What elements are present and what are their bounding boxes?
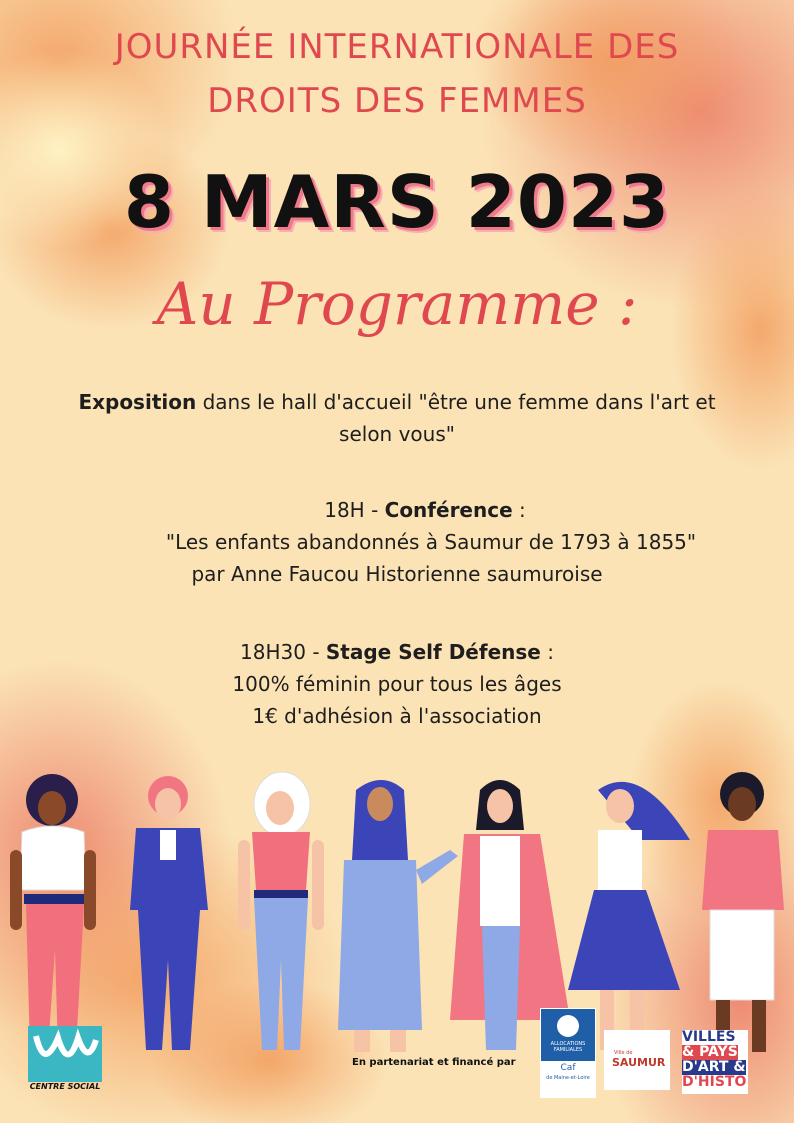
woman-figure-4 <box>338 780 458 1052</box>
villes-line3: D'ART & <box>682 1059 746 1075</box>
woman-figure-2 <box>130 776 208 1050</box>
exposition-line2: selon vous" <box>339 422 455 446</box>
conference-subject: "Les enfants abandonnés à Saumur de 1793 à 1855" <box>165 530 697 554</box>
caf-top-text: ALLOCATIONS FAMILIALES <box>550 1041 586 1053</box>
caf-name: Caf <box>560 1063 576 1073</box>
villes-line4: D'HISTO <box>682 1074 747 1090</box>
saumur-logo <box>604 1030 670 1090</box>
stage-fee: 1€ d'adhésion à l'association <box>252 704 542 728</box>
program-heading: Au Programme : <box>156 270 638 338</box>
exposition-line1 <box>0 386 794 418</box>
event-title-line1: JOURNÉE INTERNATIONALE DES <box>114 27 680 67</box>
woman-figure-7 <box>702 772 784 1052</box>
women-illustration <box>0 760 794 1060</box>
centre-social-logo <box>28 1026 102 1094</box>
caf-emblem-icon <box>557 1015 579 1037</box>
exposition-text: dans le hall d'accueil "être une femme dans l'art et <box>196 390 716 414</box>
conference-label: Conférence <box>384 498 513 522</box>
conference-speaker: par Anne Faucou Historienne saumuroise <box>191 562 603 586</box>
caf-logo <box>540 1008 596 1098</box>
stage-heading <box>0 636 794 668</box>
villes-line1: VILLES <box>682 1030 736 1045</box>
stage-time: 18H30 - <box>240 640 326 664</box>
woman-figure-3 <box>238 772 324 1050</box>
saumur-small-text: Ville de <box>614 1050 633 1056</box>
villes-line2: & PAYS <box>682 1044 738 1060</box>
event-date: 8 MARS 2023 <box>123 160 671 244</box>
stage-label: Stage Self Défense <box>325 640 541 664</box>
woman-figure-1 <box>10 774 96 1050</box>
conference-heading <box>28 494 794 526</box>
caf-subtitle: de Maine-et-Loire <box>546 1075 590 1081</box>
saumur-name: SAUMUR <box>612 1056 666 1069</box>
partner-text: En partenariat et financé par <box>352 1057 516 1068</box>
conference-colon: : <box>512 498 526 522</box>
centre-social-text: CENTRE SOCIAL <box>29 1082 101 1091</box>
stage-colon: : <box>540 640 554 664</box>
exposition-label: Exposition <box>78 390 197 414</box>
conference-time: 18H - <box>324 498 385 522</box>
event-title-line2: DROITS DES FEMMES <box>207 81 587 121</box>
villes-art-histoire-logo <box>682 1030 748 1094</box>
stage-audience: 100% féminin pour tous les âges <box>232 672 562 696</box>
